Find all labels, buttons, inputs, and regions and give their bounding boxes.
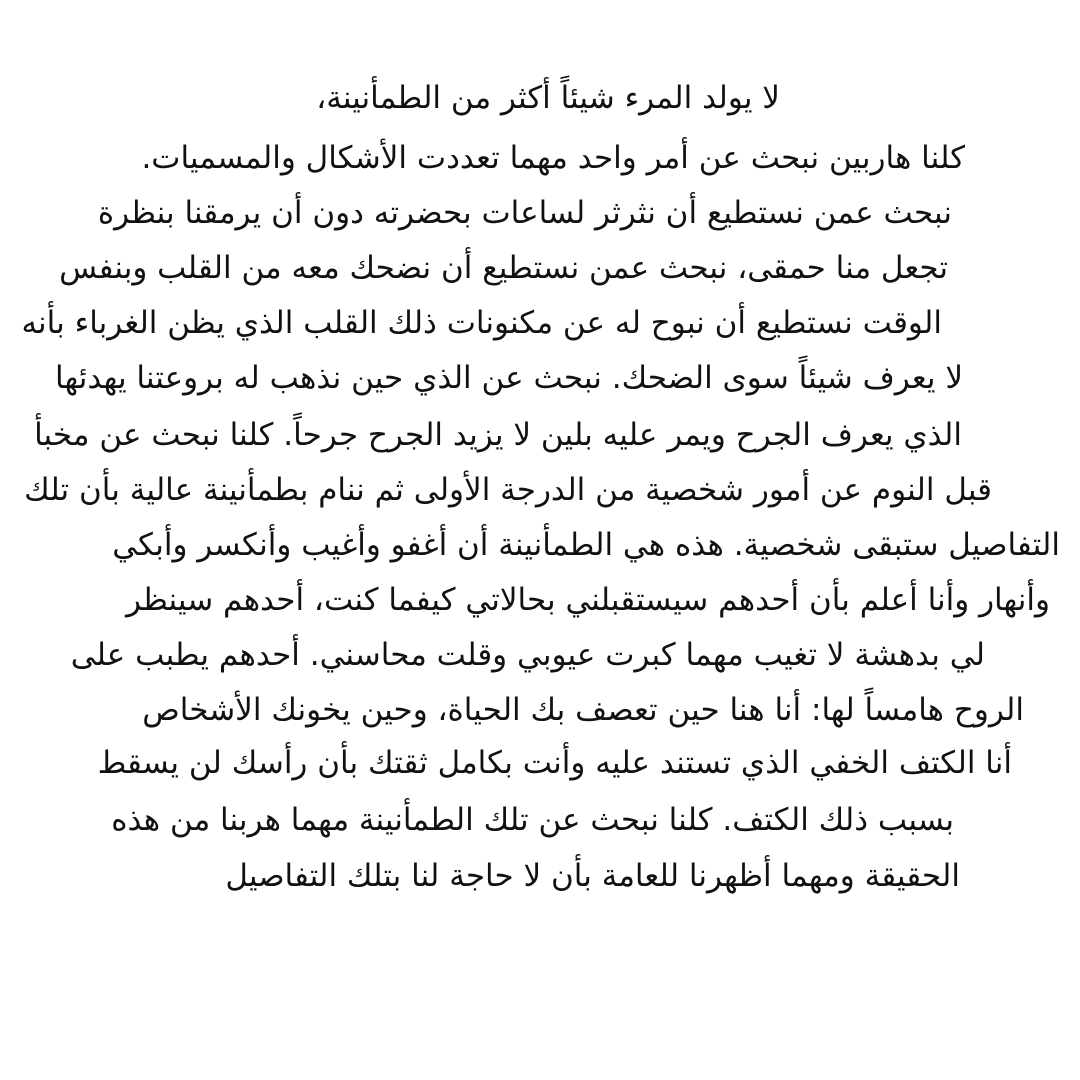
- text-line-13: أنا الكتف الخفي الذي تستند عليه وأنت بكامل ثقتك بأن رأسك لن يسقط: [97, 745, 1012, 781]
- text-line-1: لا يولد المرء شيئاً أكثر من الطمأنينة،: [316, 80, 780, 116]
- text-line-14: بسبب ذلك الكتف. كلنا نبحث عن تلك الطمأنينة مهما هربنا من هذه: [111, 802, 954, 838]
- text-line-5: الوقت نستطيع أن نبوح له عن مكنونات ذلك القلب الذي يظن الغرباء بأنه: [21, 305, 942, 341]
- text-line-11: لي بدهشة لا تغيب مهما كبرت عيوبي وقلت محاسني. أحدهم يطبب على: [70, 637, 985, 673]
- text-line-6: لا يعرف شيئاً سوى الضحك. نبحث عن الذي حين نذهب له بروعتنا يهدئها: [55, 360, 963, 396]
- text-line-10: وأنهار وأنا أعلم بأن أحدهم سيستقبلني بحالاتي كيفما كنت، أحدهم سينظر: [125, 582, 1050, 618]
- text-line-12: الروح هامساً لها: أنا هنا حين تعصف بك الحياة، وحين يخونك الأشخاص: [142, 692, 1024, 728]
- text-line-7: الذي يعرف الجرح ويمر عليه بلين لا يزيد الجرح جرحاً. كلنا نبحث عن مخبأ: [34, 417, 962, 453]
- text-line-15: الحقيقة ومهما أظهرنا للعامة بأن لا حاجة لنا بتلك التفاصيل: [225, 858, 960, 894]
- text-line-9: التفاصيل ستبقى شخصية. هذه هي الطمأنينة أن أغفو وأغيب وأنكسر وأبكي: [112, 527, 1060, 563]
- text-line-4: تجعل منا حمقى، نبحث عمن نستطيع أن نضحك معه من القلب وبنفس: [59, 250, 948, 286]
- text-line-2: كلنا هاربين نبحث عن أمر واحد مهما تعددت الأشكال والمسميات.: [141, 140, 965, 176]
- text-line-8: قبل النوم عن أمور شخصية من الدرجة الأولى ثم ننام بطمأنينة عالية بأن تلك: [24, 472, 992, 508]
- text-line-3: نبحث عمن نستطيع أن نثرثر لساعات بحضرته دون أن يرمقنا بنظرة: [97, 195, 952, 231]
